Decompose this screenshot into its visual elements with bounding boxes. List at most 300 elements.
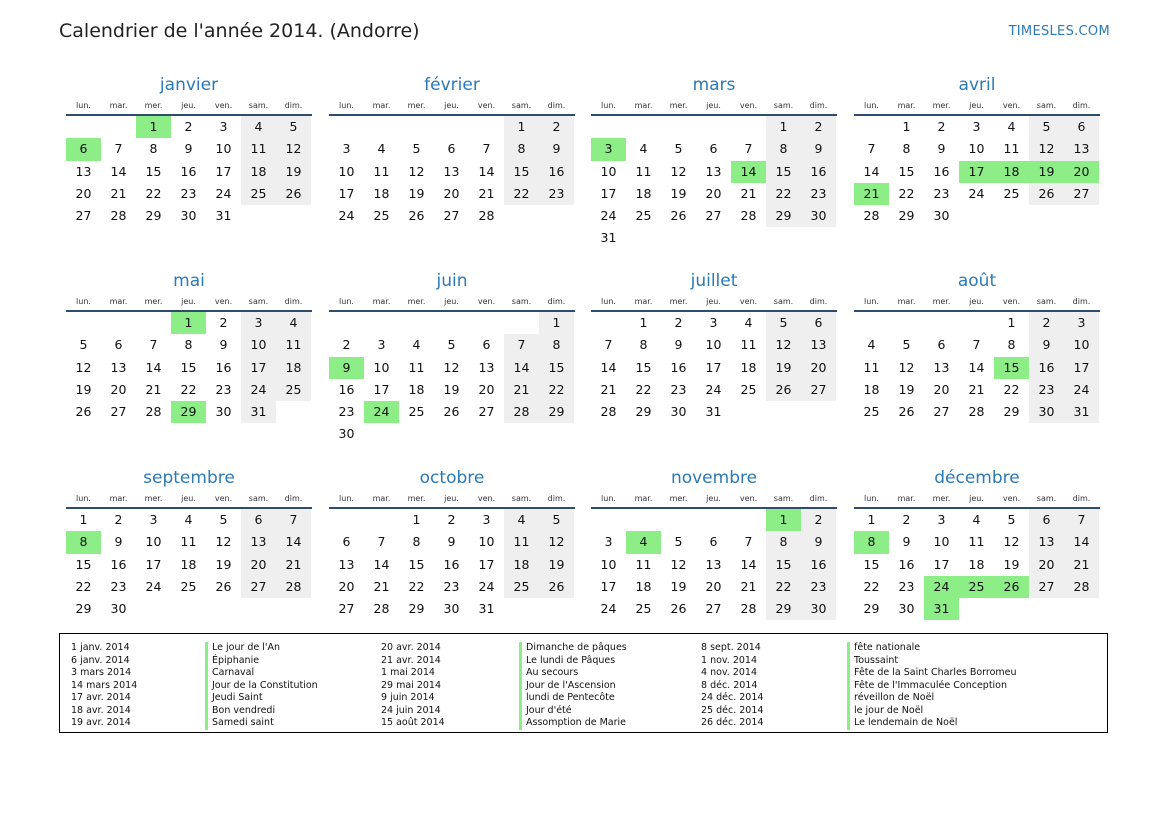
month-name: septembre: [143, 468, 235, 488]
day-cell: 18: [373, 185, 390, 201]
month-7: [591, 270, 837, 423]
weekday-header: [591, 101, 837, 116]
day-cell: 19: [670, 185, 687, 201]
weekday-label: jeu.: [181, 297, 196, 306]
day-cell: 5: [674, 141, 683, 157]
day-cell: 11: [504, 531, 539, 553]
day-cell: 7: [744, 141, 753, 157]
day-cell: 14: [863, 163, 880, 179]
day-cell: 1: [766, 116, 801, 138]
day-grid: [854, 509, 1100, 620]
month-name: juillet: [690, 271, 738, 291]
day-cell: 30: [670, 404, 687, 420]
day-cell: 18: [863, 381, 880, 397]
empty-cell: [364, 116, 399, 138]
empty-cell: [591, 509, 626, 531]
empty-cell: [364, 312, 399, 334]
day-cell: 29: [766, 205, 801, 227]
weekday-label: dim.: [809, 297, 828, 306]
day-cell: 17: [241, 357, 276, 379]
weekday-label: mar.: [897, 297, 916, 306]
month-12: [854, 467, 1100, 620]
day-cell: 22: [898, 185, 915, 201]
day-cell: 19: [670, 578, 687, 594]
day-cell: 21: [373, 578, 390, 594]
day-cell: 21: [504, 379, 539, 401]
day-cell: 23: [670, 381, 687, 397]
weekday-label: sam.: [511, 101, 532, 110]
day-cell: 27: [705, 208, 722, 224]
day-cell: 13: [801, 334, 836, 356]
empty-cell: [101, 116, 136, 138]
weekday-label: mar.: [897, 494, 916, 503]
day-cell: 6: [241, 509, 276, 531]
weekday-label: lun.: [601, 297, 616, 306]
day-cell: 25: [740, 381, 757, 397]
holiday-date: 26 déc. 2014: [701, 717, 764, 728]
day-cell: 21: [968, 381, 985, 397]
day-cell: 4: [744, 315, 753, 330]
day-cell: 25: [276, 379, 311, 401]
holiday-day: 17: [959, 161, 994, 183]
day-cell: 8: [639, 337, 648, 353]
day-cell: 12: [276, 138, 311, 160]
holiday-legend: [59, 633, 1108, 733]
day-cell: 27: [75, 208, 92, 224]
day-cell: 15: [180, 359, 197, 375]
holiday-name: Fête de la Saint Charles Borromeu: [847, 667, 1017, 680]
weekday-label: mer.: [932, 494, 951, 503]
day-cell: 11: [408, 359, 425, 375]
day-cell: 10: [1064, 334, 1099, 356]
day-cell: 25: [504, 576, 539, 598]
day-cell: 6: [937, 337, 946, 353]
holiday-day: 8: [854, 531, 889, 553]
day-cell: 24: [968, 185, 985, 201]
day-cell: 17: [215, 163, 232, 179]
day-cell: 15: [635, 359, 652, 375]
day-cell: 6: [801, 312, 836, 334]
month-name: mai: [173, 271, 205, 291]
day-cell: 13: [1064, 138, 1099, 160]
day-cell: 18: [504, 554, 539, 576]
day-cell: 26: [408, 208, 425, 224]
day-cell: 29: [408, 601, 425, 617]
empty-cell: [924, 312, 959, 334]
day-cell: 3: [604, 534, 613, 550]
brand-link[interactable]: TIMESLES.COM: [1008, 24, 1110, 39]
day-cell: 10: [241, 334, 276, 356]
day-cell: 25: [408, 404, 425, 420]
day-cell: 11: [180, 534, 197, 550]
holiday-name: fête nationale: [847, 642, 1017, 655]
day-cell: 5: [539, 509, 574, 531]
day-cell: 19: [539, 554, 574, 576]
holiday-day: 3: [591, 138, 626, 160]
day-cell: 7: [482, 141, 491, 157]
day-cell: 29: [539, 401, 574, 423]
day-cell: 31: [705, 404, 722, 420]
day-cell: 21: [740, 185, 757, 201]
day-cell: 16: [898, 556, 915, 572]
day-cell: 27: [1064, 183, 1099, 205]
weekday-label: mer.: [932, 297, 951, 306]
empty-cell: [329, 116, 364, 138]
day-cell: 28: [1064, 576, 1099, 598]
weekday-label: dim.: [284, 494, 303, 503]
holiday-day: 31: [924, 598, 959, 620]
day-cell: 12: [670, 163, 687, 179]
day-cell: 28: [145, 404, 162, 420]
day-cell: 3: [482, 512, 491, 527]
holiday-day: 21: [854, 183, 889, 205]
holiday-day: 24: [924, 576, 959, 598]
weekday-label: jeu.: [706, 101, 721, 110]
day-cell: 25: [1003, 185, 1020, 201]
weekday-label: dim.: [284, 101, 303, 110]
day-cell: 1: [412, 512, 421, 527]
day-grid: [329, 312, 575, 446]
empty-cell: [101, 312, 136, 334]
day-grid: [66, 509, 312, 620]
day-cell: 4: [241, 116, 276, 138]
weekday-label: ven.: [1002, 101, 1021, 110]
empty-cell: [626, 509, 661, 531]
holiday-day: 1: [136, 116, 171, 138]
day-cell: 18: [180, 556, 197, 572]
day-cell: 13: [705, 163, 722, 179]
day-cell: 26: [898, 404, 915, 420]
holiday-date: 29 mai 2014: [381, 679, 442, 691]
weekday-label: ven.: [214, 101, 233, 110]
day-cell: 27: [110, 404, 127, 420]
day-cell: 16: [670, 359, 687, 375]
day-cell: 17: [705, 359, 722, 375]
day-cell: 15: [504, 161, 539, 183]
holiday-date: 20 avr. 2014: [381, 642, 441, 653]
day-cell: 16: [933, 163, 950, 179]
holiday-date: 15 août 2014: [381, 717, 445, 728]
weekday-label: lun.: [601, 494, 616, 503]
holiday-date: 24 déc. 2014: [701, 692, 764, 703]
empty-cell: [696, 116, 731, 138]
day-cell: 29: [898, 208, 915, 224]
month-6: [329, 270, 575, 446]
day-cell: 13: [443, 163, 460, 179]
day-cell: 2: [219, 315, 228, 330]
day-cell: 23: [338, 404, 355, 420]
weekday-header: [66, 101, 312, 116]
day-cell: 14: [478, 163, 495, 179]
month-2: [329, 74, 575, 227]
day-cell: 12: [898, 359, 915, 375]
day-cell: 26: [670, 208, 687, 224]
month-name: juin: [436, 271, 468, 291]
holiday-name: le jour de Noël: [847, 705, 1017, 718]
day-cell: 17: [373, 381, 390, 397]
weekday-label: mer.: [407, 297, 426, 306]
holiday-date: 24 juin 2014: [381, 704, 441, 716]
day-cell: 30: [443, 601, 460, 617]
day-cell: 5: [219, 512, 228, 527]
day-cell: 20: [443, 185, 460, 201]
weekday-label: sam.: [248, 101, 269, 110]
day-cell: 6: [709, 141, 718, 157]
month-9: [66, 467, 312, 620]
legend-dates-column: [71, 642, 137, 730]
weekday-label: mer.: [144, 494, 163, 503]
month-name: février: [424, 75, 480, 95]
day-cell: 12: [1029, 138, 1064, 160]
day-cell: 3: [972, 119, 981, 134]
day-cell: 8: [149, 141, 158, 157]
day-cell: 4: [1007, 119, 1016, 134]
month-name: octobre: [419, 468, 485, 488]
day-cell: 3: [219, 119, 228, 134]
day-cell: 22: [1003, 381, 1020, 397]
day-cell: 14: [968, 359, 985, 375]
holiday-name: Assomption de Marie: [519, 717, 627, 730]
day-cell: 16: [215, 359, 232, 375]
weekday-label: ven.: [739, 494, 758, 503]
day-cell: 8: [1007, 337, 1016, 353]
holiday-day: 20: [1064, 161, 1099, 183]
day-cell: 19: [898, 381, 915, 397]
holiday-date: 19 avr. 2014: [71, 717, 131, 728]
day-cell: 26: [215, 578, 232, 594]
day-cell: 1: [504, 116, 539, 138]
day-grid: [854, 312, 1100, 423]
day-cell: 17: [600, 185, 617, 201]
day-cell: 12: [75, 359, 92, 375]
day-cell: 16: [801, 161, 836, 183]
holiday-date: 21 avr. 2014: [381, 654, 441, 666]
weekday-label: lun.: [76, 297, 91, 306]
weekday-label: mer.: [407, 494, 426, 503]
holiday-name: lundi de Pentecôte: [519, 692, 627, 705]
day-cell: 10: [968, 141, 985, 157]
day-cell: 20: [1029, 554, 1064, 576]
weekday-label: sam.: [773, 494, 794, 503]
day-cell: 8: [412, 534, 421, 550]
calendar-year-grid: [66, 74, 1102, 634]
weekday-label: mar.: [897, 101, 916, 110]
day-cell: 20: [705, 185, 722, 201]
day-cell: 11: [1003, 141, 1020, 157]
day-cell: 13: [75, 163, 92, 179]
weekday-label: mer.: [669, 101, 688, 110]
day-grid: [854, 116, 1100, 227]
day-cell: 3: [342, 141, 351, 157]
holiday-date: 1 mai 2014: [381, 667, 435, 678]
holiday-day: 1: [171, 312, 206, 334]
day-cell: 24: [478, 578, 495, 594]
weekday-label: lun.: [76, 494, 91, 503]
day-cell: 4: [972, 512, 981, 527]
day-cell: 23: [215, 381, 232, 397]
day-cell: 28: [968, 404, 985, 420]
day-cell: 15: [863, 556, 880, 572]
weekday-label: mar.: [109, 101, 128, 110]
day-cell: 25: [635, 208, 652, 224]
day-cell: 16: [801, 554, 836, 576]
day-cell: 13: [110, 359, 127, 375]
weekday-label: ven.: [739, 297, 758, 306]
day-cell: 5: [1029, 116, 1064, 138]
weekday-label: sam.: [248, 494, 269, 503]
day-cell: 24: [600, 208, 617, 224]
day-cell: 28: [740, 208, 757, 224]
weekday-header: [854, 297, 1100, 312]
weekday-label: mar.: [372, 494, 391, 503]
weekday-label: lun.: [76, 101, 91, 110]
day-cell: 4: [184, 512, 193, 527]
day-cell: 12: [215, 534, 232, 550]
holiday-name: Jour de l'Ascension: [519, 680, 627, 693]
day-cell: 1: [1007, 315, 1016, 330]
day-cell: 12: [443, 359, 460, 375]
day-cell: 30: [801, 598, 836, 620]
day-cell: 22: [539, 379, 574, 401]
day-cell: 16: [180, 163, 197, 179]
weekday-label: dim.: [1072, 494, 1091, 503]
weekday-label: lun.: [864, 297, 879, 306]
day-cell: 2: [902, 512, 911, 527]
weekday-label: sam.: [1036, 101, 1057, 110]
weekday-header: [329, 101, 575, 116]
day-cell: 13: [478, 359, 495, 375]
weekday-header: [329, 297, 575, 312]
day-cell: 9: [447, 534, 456, 550]
weekday-label: ven.: [1002, 297, 1021, 306]
day-cell: 23: [801, 576, 836, 598]
day-cell: 26: [670, 601, 687, 617]
day-cell: 31: [241, 401, 276, 423]
day-grid: [329, 509, 575, 620]
day-cell: 25: [635, 601, 652, 617]
day-cell: 28: [863, 208, 880, 224]
day-cell: 24: [600, 601, 617, 617]
day-cell: 18: [635, 578, 652, 594]
weekday-header: [329, 494, 575, 509]
day-cell: 6: [1029, 509, 1064, 531]
legend-dates-column: [381, 642, 445, 730]
holiday-date: 8 sept. 2014: [701, 642, 761, 653]
weekday-label: jeu.: [181, 101, 196, 110]
month-1: [66, 74, 312, 227]
day-cell: 4: [639, 141, 648, 157]
empty-cell: [591, 312, 626, 334]
day-cell: 28: [110, 208, 127, 224]
empty-cell: [399, 312, 434, 334]
holiday-date: 8 déc. 2014: [701, 679, 758, 691]
day-cell: 29: [75, 601, 92, 617]
empty-cell: [661, 116, 696, 138]
weekday-label: sam.: [773, 101, 794, 110]
day-cell: 2: [447, 512, 456, 527]
day-cell: 15: [75, 556, 92, 572]
day-cell: 20: [338, 578, 355, 594]
day-cell: 15: [766, 161, 801, 183]
day-cell: 18: [241, 161, 276, 183]
holiday-day: 8: [66, 531, 101, 553]
holiday-name: Samedi saint: [205, 717, 318, 730]
day-cell: 21: [276, 554, 311, 576]
day-cell: 11: [635, 163, 652, 179]
day-cell: 27: [801, 379, 836, 401]
month-name: août: [957, 271, 997, 291]
holiday-name: réveillon de Noël: [847, 692, 1017, 705]
day-cell: 16: [1029, 357, 1064, 379]
holiday-name: Bon vendredi: [205, 705, 318, 718]
day-cell: 7: [149, 337, 158, 353]
holiday-name: Épiphanie: [205, 655, 318, 668]
day-cell: 24: [338, 208, 355, 224]
weekday-label: lun.: [339, 297, 354, 306]
day-cell: 7: [744, 534, 753, 550]
weekday-label: dim.: [809, 494, 828, 503]
day-cell: 20: [241, 554, 276, 576]
day-cell: 7: [276, 509, 311, 531]
day-cell: 27: [478, 404, 495, 420]
day-cell: 17: [933, 556, 950, 572]
day-cell: 21: [740, 578, 757, 594]
day-cell: 8: [766, 531, 801, 553]
holiday-date: 4 nov. 2014: [701, 667, 757, 678]
day-cell: 14: [740, 556, 757, 572]
day-cell: 7: [504, 334, 539, 356]
day-grid: [591, 312, 837, 423]
day-cell: 4: [504, 509, 539, 531]
day-cell: 22: [180, 381, 197, 397]
day-cell: 17: [338, 185, 355, 201]
day-cell: 10: [705, 337, 722, 353]
day-cell: 14: [145, 359, 162, 375]
day-cell: 3: [241, 312, 276, 334]
day-cell: 22: [635, 381, 652, 397]
day-cell: 22: [408, 578, 425, 594]
day-cell: 13: [338, 556, 355, 572]
weekday-label: dim.: [284, 297, 303, 306]
month-name: mars: [692, 75, 736, 95]
day-cell: 6: [482, 337, 491, 353]
empty-cell: [66, 312, 101, 334]
day-cell: 16: [539, 161, 574, 183]
day-cell: 2: [342, 337, 351, 353]
weekday-label: jeu.: [181, 494, 196, 503]
day-cell: 2: [1029, 312, 1064, 334]
weekday-label: ven.: [214, 494, 233, 503]
day-cell: 5: [902, 337, 911, 353]
empty-cell: [854, 312, 889, 334]
weekday-header: [591, 297, 837, 312]
day-cell: 22: [75, 578, 92, 594]
day-cell: 10: [600, 556, 617, 572]
day-cell: 12: [670, 556, 687, 572]
day-cell: 12: [1003, 534, 1020, 550]
day-cell: 26: [539, 576, 574, 598]
day-cell: 11: [740, 337, 757, 353]
legend-names-column: [519, 642, 627, 730]
month-3: [591, 74, 837, 250]
day-cell: 7: [377, 534, 386, 550]
empty-cell: [136, 312, 171, 334]
day-cell: 5: [447, 337, 456, 353]
weekday-label: ven.: [1002, 494, 1021, 503]
day-cell: 23: [539, 183, 574, 205]
day-cell: 13: [933, 359, 950, 375]
holiday-day: 1: [766, 509, 801, 531]
